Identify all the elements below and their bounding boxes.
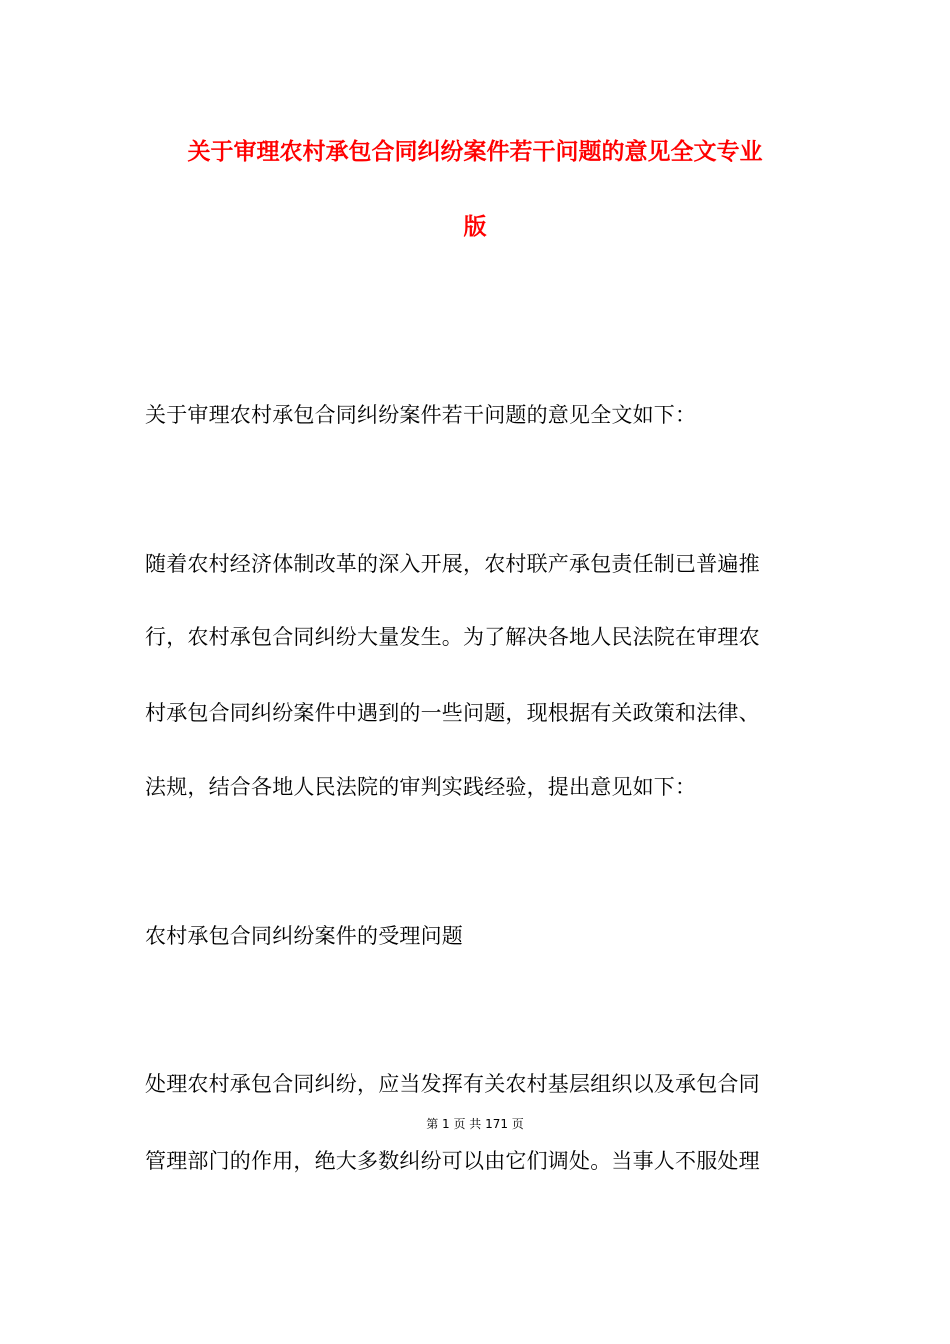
intro-text: 关于审理农村承包合同纠纷案件若干问题的意见全文如下： [145,403,697,427]
paragraph-2-line-2: 管理部门的作用，绝大多数纠纷可以由它们调处。当事人不服处理 [145,1149,760,1173]
paragraph-1-line-3: 村承包合同纠纷案件中遇到的一些问题，现根据有关政策和法律、 [145,701,760,725]
paragraph-2-line-1: 处理农村承包合同纠纷，应当发挥有关农村基层组织以及承包合同 [145,1072,760,1096]
page-number-footer: 第 1 页 共 171 页 [426,1117,524,1131]
paragraph-1-line-4: 法规，结合各地人民法院的审判实践经验，提出意见如下： [145,775,697,799]
document-title-line-2: 版 [463,214,487,240]
paragraph-1-line-1: 随着农村经济体制改革的深入开展，农村联产承包责任制已普遍推 [145,552,760,576]
document-title-line-1: 关于审理农村承包合同纠纷案件若干问题的意见全文专业 [187,139,763,165]
paragraph-1-line-2: 行，农村承包合同纠纷大量发生。为了解决各地人民法院在审理农 [145,625,760,649]
section-heading: 农村承包合同纠纷案件的受理问题 [145,924,463,948]
